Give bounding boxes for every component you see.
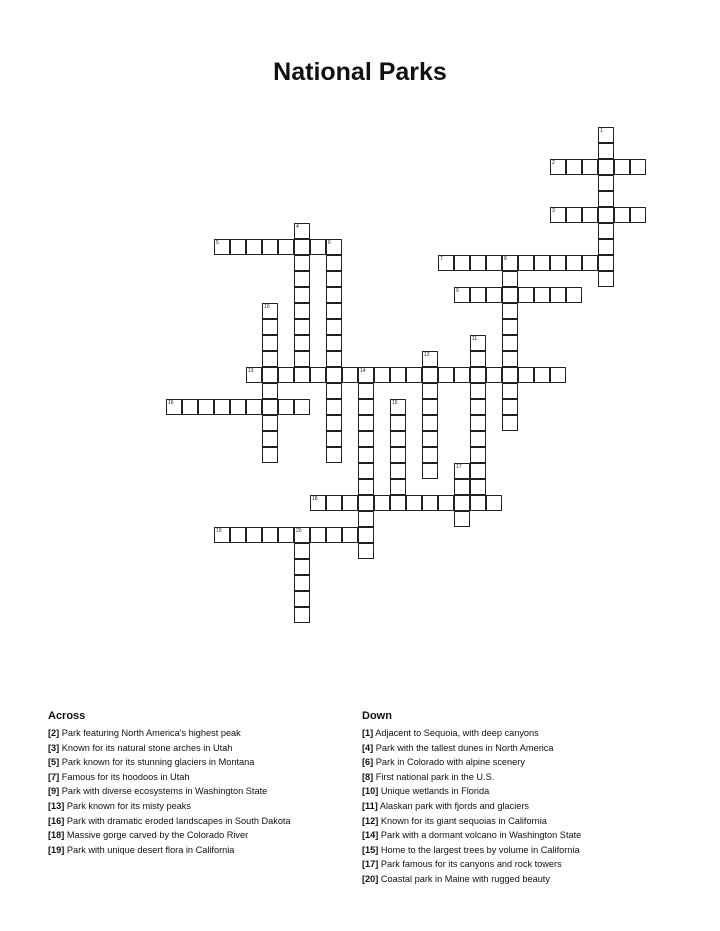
clue-number: 12 [424, 352, 430, 358]
clue-item-text: Park with unique desert flora in California [66, 844, 235, 855]
grid-cell[interactable] [326, 271, 342, 287]
grid-cell[interactable] [534, 287, 550, 303]
grid-cell[interactable] [470, 479, 486, 495]
clue-item-text: Alaskan park with fjords and glaciers [379, 800, 530, 811]
grid-cell[interactable] [438, 495, 454, 511]
clue-item-text: First national park in the U.S. [375, 771, 495, 782]
clue-item [48, 828, 358, 843]
grid-cell[interactable] [422, 415, 438, 431]
grid-cell[interactable] [374, 495, 390, 511]
clue-item-number: [12] [362, 815, 379, 826]
grid-cell[interactable] [422, 383, 438, 399]
grid-cell[interactable] [502, 319, 518, 335]
grid-cell[interactable] [502, 351, 518, 367]
clue-item [362, 770, 682, 785]
grid-cell[interactable] [342, 367, 358, 383]
clue-number: 16 [168, 400, 174, 406]
grid-cell[interactable] [294, 335, 310, 351]
clue-item-number: [7] [48, 771, 60, 782]
grid-cell[interactable] [262, 383, 278, 399]
grid-cell[interactable] [406, 495, 422, 511]
grid-cell[interactable] [438, 367, 454, 383]
puzzle-title: National Parks [273, 58, 447, 86]
grid-cell[interactable] [262, 447, 278, 463]
grid-cell[interactable] [326, 287, 342, 303]
grid-cell[interactable] [358, 415, 374, 431]
grid-cell[interactable] [470, 415, 486, 431]
grid-cell[interactable] [326, 255, 342, 271]
grid-cell[interactable] [278, 239, 294, 255]
grid-cell[interactable] [262, 431, 278, 447]
grid-cell[interactable] [326, 351, 342, 367]
grid-cell[interactable] [566, 207, 582, 223]
grid-cell[interactable] [358, 527, 374, 543]
clue-item-number: [13] [48, 800, 65, 811]
clue-number: 13 [248, 368, 254, 374]
grid-cell[interactable] [422, 447, 438, 463]
grid-cell[interactable] [470, 495, 486, 511]
grid-cell[interactable] [294, 367, 310, 383]
clue-item [362, 857, 682, 872]
grid-cell[interactable] [454, 367, 470, 383]
grid-cell[interactable] [598, 207, 614, 223]
clue-number: 17 [456, 464, 462, 470]
grid-cell[interactable] [182, 399, 198, 415]
grid-cell[interactable] [454, 287, 470, 303]
grid-cell[interactable] [598, 159, 614, 175]
grid-cell[interactable] [598, 143, 614, 159]
clue-item-text: Park known for its misty peaks [66, 800, 191, 811]
grid-cell[interactable] [550, 367, 566, 383]
clue-item-number: [19] [48, 844, 65, 855]
clue-number: 15 [392, 400, 398, 406]
grid-cell[interactable] [454, 255, 470, 271]
clue-item-text: Adjacent to Sequoia, with deep canyons [375, 728, 539, 738]
grid-cell[interactable] [502, 367, 518, 383]
down-heading: Down [362, 710, 392, 722]
grid-cell[interactable] [358, 543, 374, 559]
clue-number: 19 [216, 528, 222, 534]
grid-cell[interactable] [294, 543, 310, 559]
grid-cell[interactable] [438, 255, 454, 271]
clue-item-text: Famous for its hoodoos in Utah [61, 771, 190, 782]
grid-cell[interactable] [278, 527, 294, 543]
clue-item-text: Park with the tallest dunes in North America [375, 742, 554, 753]
grid-cell[interactable] [358, 463, 374, 479]
grid-cell[interactable] [294, 351, 310, 367]
grid-cell[interactable] [262, 335, 278, 351]
grid-cell[interactable] [582, 255, 598, 271]
grid-cell[interactable] [614, 159, 630, 175]
grid-cell[interactable] [422, 431, 438, 447]
grid-cell[interactable] [230, 399, 246, 415]
clue-item-number: [14] [362, 830, 379, 841]
clue-item [362, 726, 682, 741]
clue-item [362, 799, 682, 814]
grid-cell[interactable] [310, 495, 326, 511]
clue-number: 10 [264, 304, 270, 310]
grid-cell[interactable] [422, 399, 438, 415]
grid-cell[interactable] [534, 367, 550, 383]
grid-cell[interactable] [422, 463, 438, 479]
clue-item-text: Park with diverse ecosystems in Washington State [61, 786, 268, 797]
grid-cell[interactable] [486, 495, 502, 511]
grid-cell[interactable] [310, 239, 326, 255]
clue-item-number: [15] [362, 844, 379, 855]
clue-item [48, 814, 358, 829]
clue-item-number: [11] [362, 800, 378, 811]
clue-item-text: Park known for its stunning glaciers in Montana [61, 757, 255, 768]
grid-cell[interactable] [470, 351, 486, 367]
clue-item-number: [6] [362, 757, 374, 768]
grid-cell[interactable] [630, 159, 646, 175]
grid-cell[interactable] [566, 255, 582, 271]
grid-cell[interactable] [246, 239, 262, 255]
grid-cell[interactable] [358, 511, 374, 527]
clue-number: 18 [312, 496, 318, 502]
grid-cell[interactable] [214, 527, 230, 543]
clue-item-number: [3] [48, 742, 60, 753]
grid-cell[interactable] [486, 287, 502, 303]
grid-cell[interactable] [390, 495, 406, 511]
grid-cell[interactable] [358, 367, 374, 383]
down-clue-list [362, 726, 682, 887]
grid-cell[interactable] [326, 399, 342, 415]
across-clues-section [48, 710, 358, 857]
clue-number: 8 [504, 256, 507, 262]
grid-cell[interactable] [598, 223, 614, 239]
grid-cell[interactable] [326, 303, 342, 319]
clue-item-number: [4] [362, 742, 374, 753]
grid-cell[interactable] [454, 463, 470, 479]
grid-cell[interactable] [294, 559, 310, 575]
grid-cell[interactable] [278, 367, 294, 383]
clue-number: 5 [216, 240, 219, 246]
clue-item-text: Park famous for its canyons and rock towers [380, 859, 562, 870]
grid-cell[interactable] [454, 511, 470, 527]
grid-cell[interactable] [470, 255, 486, 271]
grid-cell[interactable] [598, 271, 614, 287]
grid-cell[interactable] [502, 255, 518, 271]
grid-cell[interactable] [294, 287, 310, 303]
grid-cell[interactable] [470, 367, 486, 383]
grid-cell[interactable] [246, 367, 262, 383]
grid-cell[interactable] [358, 495, 374, 511]
clue-item-number: [17] [362, 859, 379, 870]
grid-cell[interactable] [486, 255, 502, 271]
grid-cell[interactable] [598, 255, 614, 271]
grid-cell[interactable] [358, 431, 374, 447]
grid-cell[interactable] [470, 447, 486, 463]
grid-cell[interactable] [342, 527, 358, 543]
grid-cell[interactable] [294, 239, 310, 255]
grid-cell[interactable] [358, 447, 374, 463]
clue-number: 20 [296, 528, 302, 534]
grid-cell[interactable] [422, 495, 438, 511]
clue-number: 3 [552, 208, 555, 214]
grid-cell[interactable] [342, 495, 358, 511]
grid-cell[interactable] [502, 415, 518, 431]
down-clues-section [362, 710, 682, 887]
clue-item [362, 741, 682, 756]
clue-item [362, 755, 682, 770]
clue-item [48, 755, 358, 770]
clue-number: 4 [296, 224, 299, 230]
grid-cell[interactable] [214, 239, 230, 255]
grid-cell[interactable] [502, 335, 518, 351]
clue-number: 7 [440, 256, 443, 262]
clue-item-text: Known for its giant sequoias in California [380, 815, 547, 826]
grid-cell[interactable] [326, 495, 342, 511]
grid-cell[interactable] [390, 399, 406, 415]
grid-cell[interactable] [358, 383, 374, 399]
grid-cell[interactable] [326, 527, 342, 543]
clue-item [362, 784, 682, 799]
clue-item-number: [1] [362, 728, 374, 738]
clue-number: 11 [472, 336, 478, 342]
grid-cell[interactable] [294, 575, 310, 591]
grid-cell[interactable] [326, 447, 342, 463]
grid-cell[interactable] [390, 479, 406, 495]
clue-item [362, 828, 682, 843]
grid-cell[interactable] [294, 319, 310, 335]
grid-cell[interactable] [566, 287, 582, 303]
grid-cell[interactable] [326, 319, 342, 335]
grid-cell[interactable] [390, 415, 406, 431]
grid-cell[interactable] [294, 255, 310, 271]
clue-item [362, 872, 682, 887]
clue-number: 9 [456, 288, 459, 294]
grid-cell[interactable] [422, 367, 438, 383]
clue-item-text: Known for its natural stone arches in Utah [61, 742, 233, 753]
grid-cell[interactable] [294, 399, 310, 415]
grid-cell[interactable] [374, 367, 390, 383]
clue-number: 6 [328, 240, 331, 246]
clue-item-text: Unique wetlands in Florida [380, 786, 490, 797]
clue-item [48, 726, 358, 741]
grid-cell[interactable] [310, 367, 326, 383]
grid-cell[interactable] [262, 367, 278, 383]
clue-item-number: [9] [48, 786, 60, 797]
grid-cell[interactable] [262, 351, 278, 367]
clue-item [48, 770, 358, 785]
grid-cell[interactable] [486, 367, 502, 383]
grid-cell[interactable] [470, 383, 486, 399]
clue-item-text: Park with dramatic eroded landscapes in South Dakota [66, 815, 291, 826]
grid-cell[interactable] [262, 527, 278, 543]
clue-number: 2 [552, 160, 555, 166]
grid-cell[interactable] [518, 367, 534, 383]
grid-cell[interactable] [294, 223, 310, 239]
clue-item-number: [5] [48, 757, 60, 768]
grid-cell[interactable] [598, 191, 614, 207]
grid-cell[interactable] [278, 399, 294, 415]
clue-item-number: [8] [362, 771, 374, 782]
grid-cell[interactable] [214, 399, 230, 415]
grid-cell[interactable] [502, 303, 518, 319]
grid-cell[interactable] [502, 287, 518, 303]
grid-cell[interactable] [454, 479, 470, 495]
grid-cell[interactable] [422, 351, 438, 367]
grid-cell[interactable] [294, 591, 310, 607]
grid-cell[interactable] [198, 399, 214, 415]
grid-cell[interactable] [566, 159, 582, 175]
clue-item-number: [18] [48, 830, 65, 841]
across-clue-list [48, 726, 358, 857]
clue-item [48, 784, 358, 799]
grid-cell[interactable] [262, 399, 278, 415]
grid-cell[interactable] [262, 239, 278, 255]
clue-item-text: Park featuring North America's highest peak [61, 728, 241, 738]
grid-cell[interactable] [294, 527, 310, 543]
grid-cell[interactable] [326, 239, 342, 255]
clue-item-text: Park with a dormant volcano in Washington State [380, 830, 582, 841]
grid-cell[interactable] [630, 207, 646, 223]
clue-item-text: Park in Colorado with alpine scenery [375, 757, 525, 768]
grid-cell[interactable] [262, 303, 278, 319]
clue-item [362, 843, 682, 858]
grid-cell[interactable] [262, 415, 278, 431]
grid-cell[interactable] [614, 207, 630, 223]
clue-item-number: [10] [362, 786, 379, 797]
grid-cell[interactable] [582, 159, 598, 175]
grid-cell[interactable] [470, 399, 486, 415]
grid-cell[interactable] [470, 463, 486, 479]
grid-cell[interactable] [598, 239, 614, 255]
grid-cell[interactable] [550, 159, 566, 175]
grid-cell[interactable] [502, 271, 518, 287]
grid-cell[interactable] [230, 527, 246, 543]
grid-cell[interactable] [358, 479, 374, 495]
grid-cell[interactable] [326, 431, 342, 447]
clue-item-text: Home to the largest trees by volume in California [380, 844, 580, 855]
grid-cell[interactable] [390, 367, 406, 383]
grid-cell[interactable] [294, 303, 310, 319]
grid-cell[interactable] [502, 383, 518, 399]
clue-item [48, 799, 358, 814]
grid-cell[interactable] [470, 287, 486, 303]
grid-cell[interactable] [358, 399, 374, 415]
clue-item [48, 843, 358, 858]
grid-cell[interactable] [470, 335, 486, 351]
grid-cell[interactable] [390, 447, 406, 463]
clue-item-number: [20] [362, 873, 379, 884]
clue-item [362, 814, 682, 829]
grid-cell[interactable] [550, 255, 566, 271]
grid-cell[interactable] [230, 239, 246, 255]
clue-item-number: [2] [48, 728, 60, 738]
clue-number: 1 [600, 128, 603, 134]
grid-cell[interactable] [326, 367, 342, 383]
grid-cell[interactable] [246, 399, 262, 415]
grid-cell[interactable] [294, 271, 310, 287]
clue-item-text: Massive gorge carved by the Colorado River [66, 830, 249, 841]
grid-cell[interactable] [598, 175, 614, 191]
clue-number: 14 [360, 368, 366, 374]
clue-item-text: Coastal park in Maine with rugged beauty [380, 873, 550, 884]
grid-cell[interactable] [294, 607, 310, 623]
grid-cell[interactable] [502, 399, 518, 415]
grid-cell[interactable] [534, 255, 550, 271]
grid-cell[interactable] [390, 431, 406, 447]
clue-item [48, 741, 358, 756]
grid-cell[interactable] [326, 415, 342, 431]
grid-cell[interactable] [310, 527, 326, 543]
grid-cell[interactable] [550, 287, 566, 303]
grid-cell[interactable] [454, 495, 470, 511]
grid-cell[interactable] [598, 127, 614, 143]
grid-cell[interactable] [470, 431, 486, 447]
grid-cell[interactable] [582, 207, 598, 223]
grid-cell[interactable] [390, 463, 406, 479]
clue-item-number: [16] [48, 815, 65, 826]
grid-cell[interactable] [406, 367, 422, 383]
grid-cell[interactable] [550, 207, 566, 223]
grid-cell[interactable] [246, 527, 262, 543]
grid-cell[interactable] [518, 255, 534, 271]
grid-cell[interactable] [326, 335, 342, 351]
grid-cell[interactable] [518, 287, 534, 303]
grid-cell[interactable] [326, 383, 342, 399]
grid-cell[interactable] [262, 319, 278, 335]
grid-cell[interactable] [166, 399, 182, 415]
across-heading: Across [48, 710, 86, 722]
